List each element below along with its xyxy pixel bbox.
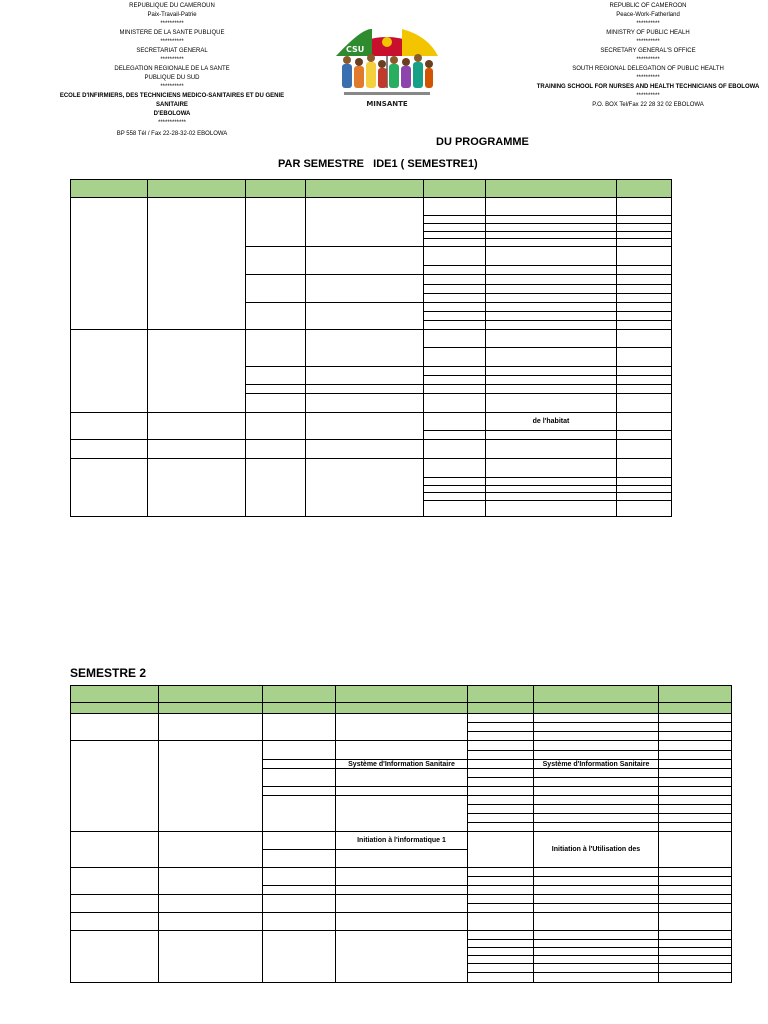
header-right (518, 2, 768, 110)
cell-info-left: Initiation à l'informatique 1 (336, 832, 468, 850)
semester2-heading: SEMESTRE 2 (70, 666, 147, 680)
table-row (71, 868, 732, 877)
program-title: DU PROGRAMME (436, 136, 529, 148)
school-fr: ECOLE D'INFIRMIERS, DES TECHNICIENS MEDICO-SANITAIRES ET DU GENIE (59, 93, 285, 99)
minsante-logo (332, 26, 442, 110)
country-fr: REPUBLIQUE DU CAMEROUN (129, 3, 215, 9)
separator: ********** (160, 39, 184, 45)
delegation-fr: DELEGATION REGIONALE DE LA SANTE (114, 66, 230, 72)
table-row (71, 832, 732, 850)
country-en: REPUBLIC OF CAMEROON (609, 3, 687, 9)
ministry-en: MINISTRY OF PUBLIC HEALH (606, 30, 690, 36)
delegation-fr-line2: PUBLIQUE DU SUD (144, 75, 200, 81)
delegation-en: SOUTH REGIONAL DELEGATION OF PUBLIC HEALTH (572, 66, 724, 72)
table-row (71, 440, 672, 459)
table-row (71, 895, 732, 904)
separator: ********** (636, 93, 660, 99)
table-row (71, 198, 672, 216)
table-header-row (71, 703, 732, 714)
logo-caption: MINSANTE (366, 100, 408, 108)
separator: ********** (160, 57, 184, 63)
separator: ************ (157, 120, 187, 126)
table-row (71, 913, 732, 931)
logo-csu-text: CSU (346, 45, 365, 54)
contact-en: P.O. BOX Tel/Fax 22 28 32 02 EBOLOWA (592, 102, 704, 108)
table-row (71, 413, 672, 431)
school-en: TRAINING SCHOOL FOR NURSES AND HEALTH TECHNICIANS OF EBOLOWA (536, 84, 760, 90)
semester1-table (70, 179, 672, 517)
table-row (71, 459, 672, 478)
table-row (71, 931, 732, 940)
school-city: D'EBOLOWA (153, 111, 191, 117)
cell-habitat: de l'habitat (486, 413, 617, 431)
motto-en: Peace-Work-Fatherland (616, 12, 680, 18)
table-row (71, 330, 672, 348)
cell-sis-left: Système d'Information Sanitaire (336, 760, 468, 769)
separator: ********** (160, 21, 184, 27)
table-header-row (71, 686, 732, 703)
separator: ********** (160, 84, 184, 90)
table-row (71, 741, 732, 751)
separator: ********** (636, 39, 660, 45)
separator: ********** (636, 57, 660, 63)
semester1-title: PAR SEMESTRE IDE1 ( SEMESTRE1) (278, 158, 478, 170)
table-header-row (71, 180, 672, 198)
separator: ********** (636, 75, 660, 81)
secretariat-fr: SECRETARIAT GENERAL (136, 48, 208, 54)
secretariat-en: SECRETARY GENERAL'S OFFICE (600, 48, 696, 54)
separator: ********** (636, 21, 660, 27)
cell-sis-right: Système d'Information Sanitaire (534, 760, 659, 769)
ministry-fr: MINISTERE DE LA SANTE PUBLIQUE (119, 30, 225, 36)
table-row (71, 714, 732, 723)
cell-info-right: Initiation à l'Utilisation des (534, 832, 659, 868)
header-left (42, 2, 302, 139)
motto-fr: Paix-Travail-Patrie (147, 12, 197, 18)
semester2-table (70, 685, 732, 983)
school-fr-line2: SANITAIRE (156, 102, 188, 108)
contact-fr: BP 558 Tél / Fax 22-28-32-02 EBOLOWA (116, 131, 228, 137)
